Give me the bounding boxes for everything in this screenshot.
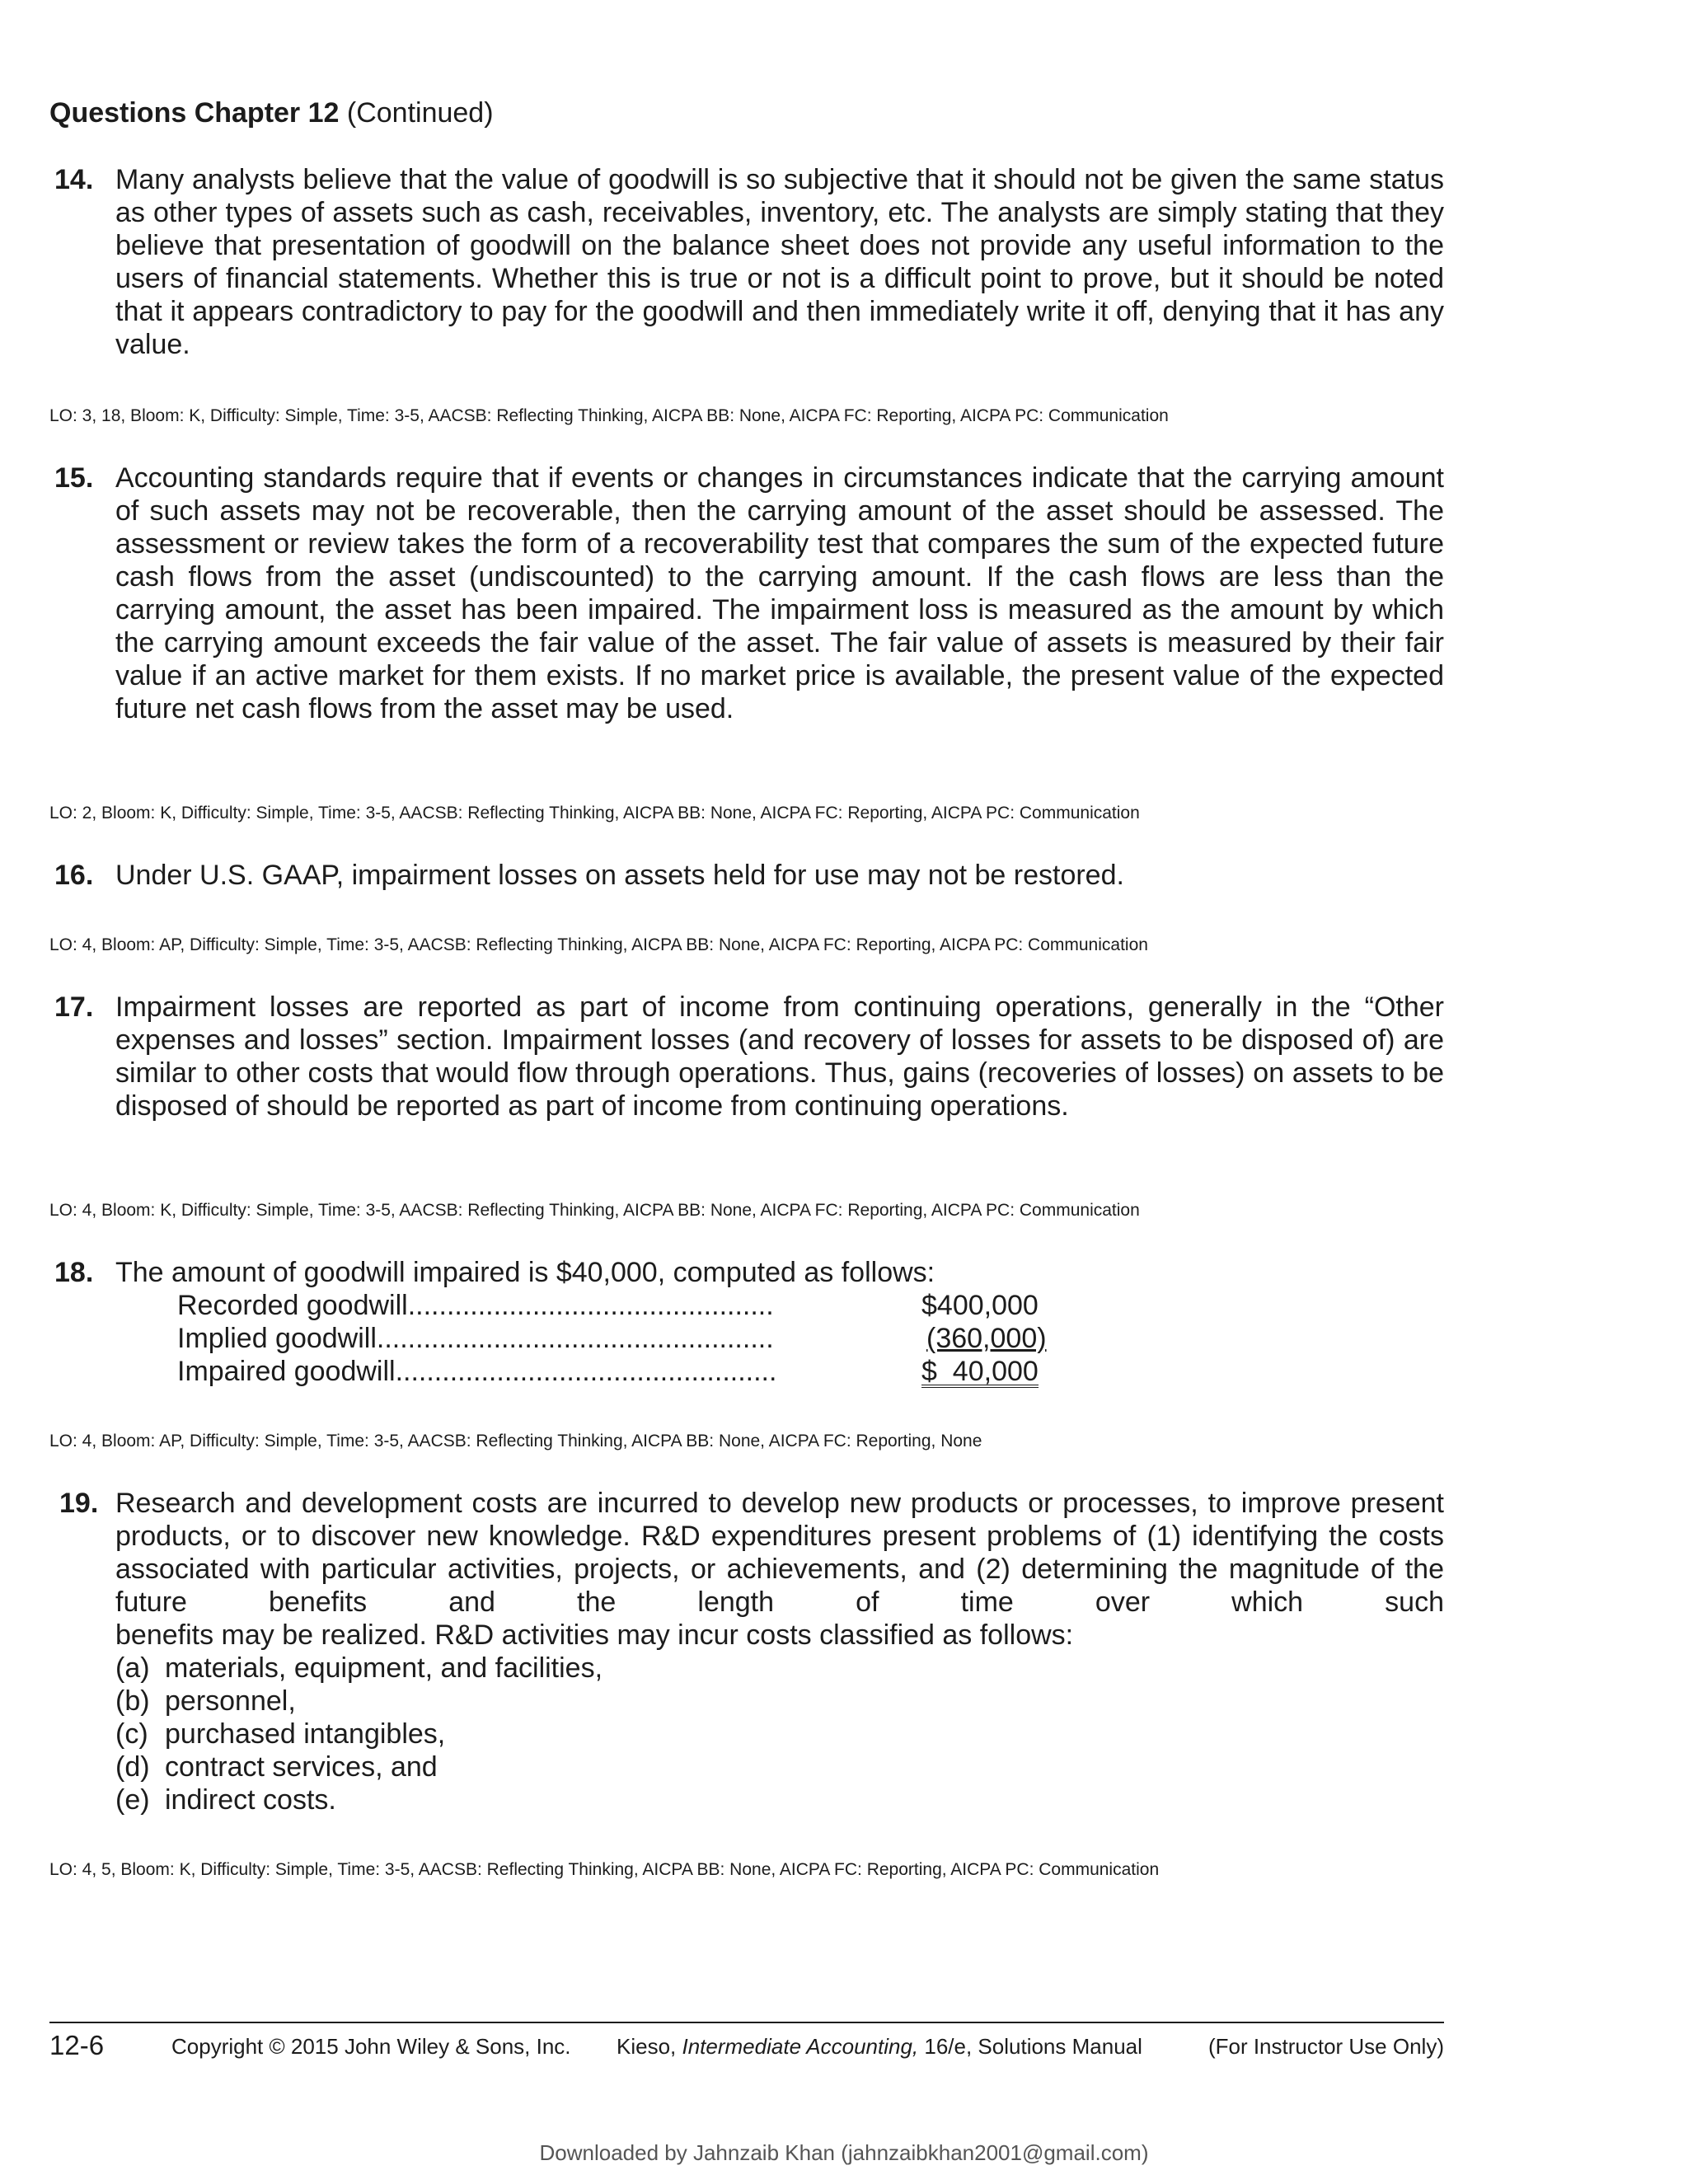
book-edition: 16/e, Solutions Manual (918, 2034, 1142, 2059)
header-title-rest: (Continued) (339, 97, 494, 129)
question-number: 16. (54, 860, 94, 891)
lo-line-19: LO: 4, 5, Bloom: K, Difficulty: Simple, Time: 3-5, AACSB: Reflecting Thinking, AICPA BB: None, AICPA FC: Reporting, AICPA PC: Communication (49, 1860, 1160, 1879)
question-text: The amount of goodwill impaired is $40,000, computed as follows: (115, 1257, 935, 1288)
list-text: indirect costs. (165, 1784, 336, 1816)
list-text: contract services, and (165, 1751, 438, 1783)
list-item (115, 1652, 1444, 1685)
page-number: 12-6 (49, 2030, 105, 2060)
lo-line-16: LO: 4, Bloom: AP, Difficulty: Simple, Time: 3-5, AACSB: Reflecting Thinking, AICPA BB: None, AICPA FC: Reporting, AICPA PC: Communication (49, 935, 1148, 954)
header-title-bold: Questions Chapter 12 (49, 97, 340, 129)
list-item (115, 1783, 1444, 1816)
list-item (115, 1750, 1444, 1783)
row-label: Impaired goodwill................................................. (177, 1356, 777, 1387)
list-text: personnel, (165, 1685, 296, 1717)
question-19 (49, 1487, 1444, 1816)
list-text: purchased intangibles, (165, 1718, 446, 1750)
row-amount: (360,000) (926, 1323, 1047, 1354)
book-reference (617, 2033, 1142, 2060)
table-row (177, 1322, 1444, 1355)
list-item (115, 1685, 1444, 1718)
question-number: 14. (54, 164, 94, 195)
document-page (49, 0, 1444, 2184)
instructor-use-note: (For Instructor Use Only) (1207, 2034, 1444, 2059)
question-15 (49, 462, 1444, 725)
row-label: Implied goodwill................................................... (177, 1323, 774, 1354)
goodwill-table (115, 1289, 1444, 1388)
question-text: Accounting standards require that if events or changes in circumstances indicate that the carrying amount of such assets may not be recoverable, then the carrying amount of the asset should be assessed. The assessment or review takes the form of a recoverability test that compares the sum of the expected future cash flows from the asset (undiscounted) to the carrying amount. If the cash flows are less than the carrying amount, the asset has been impaired. The impairment loss is measured as the amount by which the carrying amount exceeds the fair value of the asset. The fair value of assets is measured by their fair value if an active market for them exists. If no market price is available, the present value of the expected future net cash flows from the asset may be used. (115, 462, 1444, 724)
question-number: 19. (59, 1488, 99, 1519)
list-text: materials, equipment, and facilities, (165, 1652, 603, 1684)
question-number: 18. (54, 1257, 94, 1288)
list-marker: (a) (115, 1652, 150, 1684)
lo-line-17: LO: 4, Bloom: K, Difficulty: Simple, Time: 3-5, AACSB: Reflecting Thinking, AICPA BB: None, AICPA FC: Reporting, AICPA PC: Communication (49, 1201, 1140, 1220)
copyright-notice: Copyright © 2015 John Wiley & Sons, Inc. (171, 2034, 571, 2059)
table-row (177, 1289, 1444, 1322)
row-amount: $400,000 (921, 1290, 1039, 1321)
question-number: 17. (54, 991, 94, 1023)
question-text: Many analysts believe that the value of goodwill is so subjective that it should not be given the same status as other types of assets such as cash, receivables, inventory, etc. The analysts are simply stating that they believe that presentation of goodwill on the balance sheet does not provide any useful information to the users of financial statements. Whether this is true or not is a difficult point to prove, but it should be noted that it appears contradictory to pay for the goodwill and then immediately write it off, denying that it has any value. (115, 164, 1444, 360)
book-title: Intermediate Accounting, (682, 2034, 919, 2059)
footer-divider (49, 2022, 1444, 2023)
cost-list (115, 1652, 1444, 1816)
row-label: Recorded goodwill............................................... (177, 1290, 774, 1321)
question-16 (49, 859, 1444, 892)
question-14 (49, 163, 1444, 361)
question-number: 15. (54, 462, 94, 494)
list-marker: (d) (115, 1751, 150, 1783)
table-row (177, 1355, 1444, 1388)
question-17 (49, 991, 1444, 1122)
question-text: Research and development costs are incurred to develop new products or processes, to improve present products, or to discover new knowledge. R&D expenditures present problems of (1) identifying the costs associated with particular activities, projects, or achievements, and (2) determining the magnitude of the future benefits and the length of time over which such (115, 1488, 1444, 1618)
list-marker: (c) (115, 1718, 148, 1750)
list-marker: (e) (115, 1784, 150, 1816)
question-text-continued: benefits may be realized. R&D activities may incur costs classified as follows: (115, 1619, 1074, 1651)
download-watermark: Downloaded by Jahnzaib Khan (jahnzaibkhan2001@gmail.com) (539, 2140, 1149, 2165)
list-marker: (b) (115, 1685, 150, 1717)
lo-line-14: LO: 3, 18, Bloom: K, Difficulty: Simple, Time: 3-5, AACSB: Reflecting Thinking, AICPA BB: None, AICPA FC: Reporting, AICPA PC: Communication (49, 406, 1169, 425)
question-18 (49, 1256, 1444, 1388)
book-author: Kieso, (617, 2034, 682, 2059)
lo-line-15: LO: 2, Bloom: K, Difficulty: Simple, Time: 3-5, AACSB: Reflecting Thinking, AICPA BB: None, AICPA FC: Reporting, AICPA PC: Communication (49, 804, 1140, 823)
row-amount-total (921, 1355, 1039, 1388)
page-header (49, 96, 494, 130)
question-text: Under U.S. GAAP, impairment losses on assets held for use may not be restored. (115, 860, 1124, 891)
double-underlined-total: $ 40,000 (921, 1356, 1039, 1387)
list-item (115, 1718, 1444, 1750)
question-text: Impairment losses are reported as part of income from continuing operations, generally in the “Other expenses and losses” section. Impairment losses (and recovery of losses for assets to be disposed of) are similar to other costs that would flow through operations. Thus, gains (recoveries of losses) on assets to be disposed of should be reported as part of income from continuing operations. (115, 991, 1444, 1122)
lo-line-18: LO: 4, Bloom: AP, Difficulty: Simple, Time: 3-5, AACSB: Reflecting Thinking, AICPA BB: None, AICPA FC: Reporting, None (49, 1432, 982, 1451)
